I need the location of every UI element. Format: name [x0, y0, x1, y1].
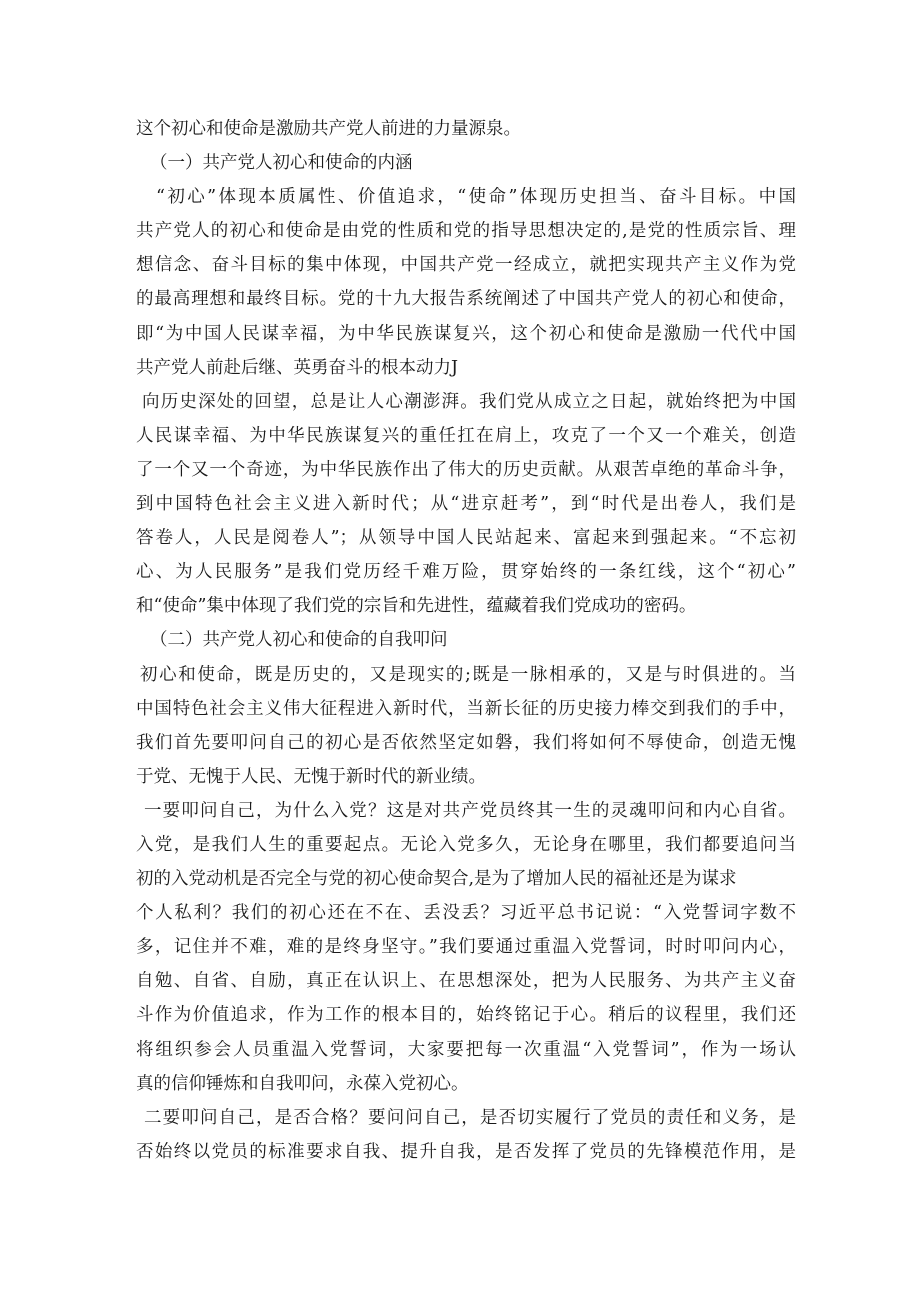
paragraph-line: “初心”体现本质属性、价值追求，“使命”体现历史担当、奋斗目标。中国 — [156, 187, 796, 208]
paragraph-line: 答卷人，人民是阅卷人”；从领导中国人民站起来、富起来到强起来。“不忘初 — [136, 528, 796, 549]
paragraph-line: 二要叩问自己，是否合格？要问问自己，是否切实履行了党员的责任和义务，是 — [144, 1107, 796, 1128]
paragraph-line: 中国特色社会主义伟大征程进入新时代，当新长征的历史接力棒交到我们的手中， — [136, 698, 796, 719]
paragraph-line: 个人私利？我们的初心还在不在、丢没丢？习近平总书记说：“入党誓词字数不 — [136, 903, 796, 924]
paragraph-line: 将组织参会人员重温入党誓词，大家要把每一次重温“入党誓词”，作为一场认 — [136, 1039, 796, 1060]
paragraph-line: 到中国特色社会主义进入新时代；从“进京赶考”，到“时代是出卷人，我们是 — [136, 494, 796, 515]
section-heading-2: （二）共产党人初心和使命的自我叩问 — [150, 630, 448, 651]
paragraph-line: 即“为中国人民谋幸福，为中华民族谋复兴，这个初心和使命是激励一代代中国 — [136, 323, 796, 344]
paragraph-line: 想信念、奋斗目标的集中体现，中国共产党一经成立，就把实现共产主义作为党 — [136, 255, 796, 276]
paragraph-line: 多，记住并不难，难的是终身坚守。”我们要通过重温入党誓词，时时叩问内心， — [136, 937, 796, 958]
paragraph-line: 否始终以党员的标准要求自我、提升自我，是否发挥了党员的先锋模范作用，是 — [136, 1141, 796, 1162]
paragraph-line: 真的信仰锤炼和自我叩问，永葆入党初心。 — [136, 1073, 469, 1094]
document-page — [136, 112, 796, 1169]
paragraph-line: 共产党人前赴后继、英勇奋斗的根本动力J — [136, 357, 459, 378]
section-heading-1: （一）共产党人初心和使命的内涵 — [150, 153, 413, 174]
paragraph-line: 我们首先要叩问自己的初心是否依然坚定如磐，我们将如何不辱使命，创造无愧 — [136, 732, 796, 753]
paragraph-line: 入党，是我们人生的重要起点。无论入党多久，无论身在哪里，我们都要追问当 — [136, 834, 796, 855]
paragraph-line: 自勉、自省、自励，真正在认识上、在思想深处，把为人民服务、为共产主义奋 — [136, 971, 796, 992]
paragraph-line: 共产党人的初心和使命是由党的性质和党的指导思想决定的,是党的性质宗旨、理 — [136, 221, 796, 242]
paragraph-line: 和“使命”集中体现了我们党的宗旨和先进性，蕴藏着我们党成功的密码。 — [136, 596, 697, 617]
paragraph-line: 初的入党动机是否完全与党的初心使命契合,是为了增加人民的福祉还是为谋求 — [136, 869, 737, 890]
paragraph-line: 了一个又一个奇迹，为中华民族作出了伟大的历史贡献。从艰苦卓绝的革命斗争， — [136, 459, 796, 480]
paragraph-line: 这个初心和使命是激励共产党人前进的力量源泉。 — [136, 119, 521, 139]
paragraph-line: 向历史深处的回望，总是让人心潮澎湃。我们党从成立之日起，就始终把为中国 — [142, 391, 796, 412]
paragraph-line: 于党、无愧于人民、无愧于新时代的新业绩。 — [136, 766, 486, 787]
paragraph-line: 斗作为价值追求，作为工作的根本目的，始终铭记于心。稍后的议程里，我们还 — [136, 1005, 796, 1026]
paragraph-line: 一要叩问自己，为什么入党？这是对共产党员终其一生的灵魂叩问和内心自省。 — [144, 800, 796, 821]
paragraph-line: 心、为人民服务”是我们党历经千难万险，贯穿始终的一条红线，这个“初心” — [136, 562, 796, 583]
paragraph-line: 人民谋幸福、为中华民族谋复兴的重任扛在肩上，攻克了一个又一个难关，创造 — [136, 425, 796, 446]
paragraph-line: 初心和使命，既是历史的，又是现实的;既是一脉相承的，又是与时俱进的。当 — [140, 664, 796, 685]
paragraph-line: 的最高理想和最终目标。党的十九大报告系统阐述了中国共产党人的初心和使命， — [136, 289, 796, 310]
